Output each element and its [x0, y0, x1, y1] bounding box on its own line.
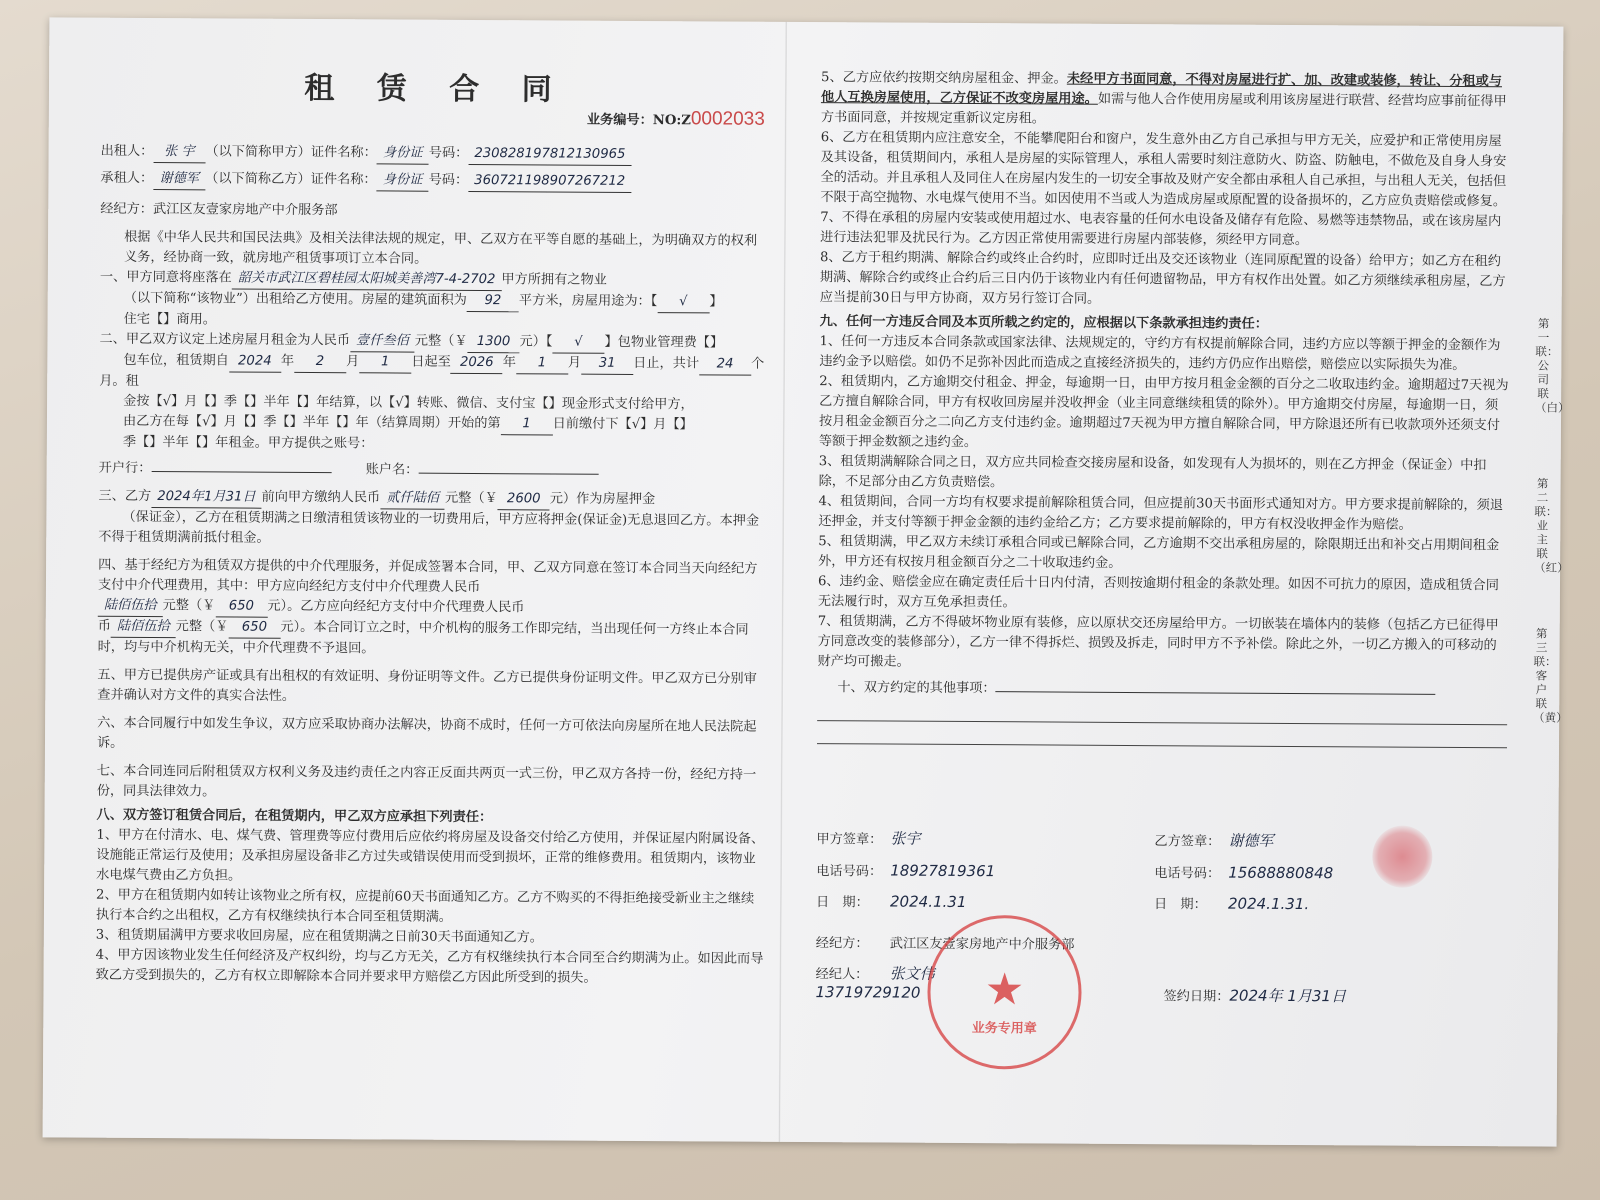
clause-3: 三、乙方 2024年1月31日 前向甲方缴纳人民币 贰仟陆佰 元整（￥ 2600 元）作为房屋押金 （保证金），乙方在租赁期满之日缴清租赁该物业的一切费用后，甲方应将押金(保证金)无息退回乙方。本押金不得于租赁期满前抵付租金。 [98, 488, 760, 546]
clause-9-heading: 九、任何一方违反合同及本页所载之约定的，应根据以下条款承担违约责任： [819, 314, 1269, 332]
lessee-phone[interactable]: 15688880848 [1228, 863, 1334, 883]
clause-9-item: 5、租赁期满，甲乙双方未续订承租合同或已解除合同，乙方逾期不交出承租房屋的，除限期迁出和补交占用期间租金外，甲方还有权按月租金额百分之二十收取违约金。 [818, 534, 1500, 571]
lessor-id-type[interactable]: 身份证 [377, 143, 429, 164]
agent-block: 经纪方： 武江区友壹家房地产中介服务部 [815, 936, 1075, 953]
left-page [96, 38, 772, 990]
clause-8-item: 1、甲方在付清水、电、煤气费、管理费等应付费用后应依约将房屋及设备交付给乙方使用，并保证屋内附属设备、设施能正常运行及使用；及承担房屋设备非乙方过失或错误使用而受到损坏，正常的维修费用。租赁期内，该物业水电煤气费由乙方负担。 [96, 827, 765, 884]
business-number-value: 0002033 [690, 108, 765, 130]
seal-text: 业务专用章 [971, 1021, 1037, 1037]
lessee-date[interactable]: 2024.1.31. [1227, 894, 1310, 914]
right-page [817, 68, 1511, 748]
clause-8-item: 4、甲方因该物业发生任何经济及产权纠纷，均与乙方无关，乙方有权继续执行本合同至合约期满为止。如因此而导致乙方受到损失的，乙方有权立即解除本合同并要求甲方赔偿乙方因此所受到的损失。 [95, 947, 764, 986]
start-day[interactable]: 1 [359, 352, 411, 373]
lessor-date[interactable]: 2024.1.31 [889, 892, 967, 912]
other-matters-line-3[interactable] [817, 721, 1507, 748]
lessee-name[interactable]: 谢德军 [153, 169, 205, 190]
lessor-signature-block: 甲方签章： 张宇 电话号码： 18927819361 日 期： 2024.1.31 [815, 829, 996, 912]
clause-2: 二、甲乙双方议定上述房屋月租金为人民币 壹仟叁佰 元整（￥ 1300 元）【 √ 】包物业管理费【】 包车位，租赁期自 2024 年 2 月 1 日起至 2026 年 1 月 31 日止，共计 24 个月。租 金按【√】月【】季【】半年【】年结算，以【√】转账、微信、支付宝【】现金形式支付给甲方， 由乙方在每【√】月【】季【】半年【】年（结算周期）开始的第 1 日前缴付下【√】月【】 季【】半年【】年租金。甲方提供之账号： [99, 331, 765, 452]
agent-line: 经纪方：武江区友壹家房地产中介服务部 [100, 201, 338, 219]
lessee-id-number[interactable]: 360721198907267212 [468, 171, 631, 193]
broker-block: 经纪人： 张文伟 13719729120 [815, 964, 935, 1002]
end-day[interactable]: 31 [581, 354, 633, 375]
clause-1: 一、甲方同意将座落在 韶关市武江区碧桂园太阳城美善湾7-4-2702 甲方所拥有之物业 （以下简称“该物业”）出租给乙方使用。房屋的建筑面积为 92 平方米，房屋用途为：【 √ 】 住宅【】商用。 [99, 269, 723, 328]
lessor-fee-chinese[interactable]: 陆佰伍拾 [98, 596, 163, 617]
clause-4: 四、基于经纪方为租赁双方提供的中介代理服务，并促成签署本合同，甲、乙双方同意在签订本合同当天向经纪方支付中介代理费用，其中：甲方应向经纪方支付中介代理费人民币 陆佰伍拾 元整（￥ 650 元）。乙方应向经纪方支付中介代理费人民币 币 陆佰伍拾 元整（￥ 650 元）。本合同订立之时，中介机构的服务工作即完结，当出现任何一方终止本合同时，均与中介机构无关，中介代理费不予退回。 [97, 557, 758, 657]
seal-star-icon: ★ [984, 964, 1025, 1016]
company-seal [927, 915, 1082, 1070]
business-number: 业务编号：NO:Z0002033 [586, 108, 765, 130]
clause-9-item: 6、违约金、赔偿金应在确定责任后十日内付清，否则按逾期付租金的条款处理。如因不可抗力的原因，造成租赁合同无法履行时，双方互免承担责任。 [817, 574, 1499, 611]
lessor-id-number[interactable]: 230828197812130965 [468, 144, 631, 166]
broker-phone[interactable]: 13719729120 [815, 983, 921, 1002]
lessee-fee[interactable]: 650 [228, 617, 280, 638]
clause-8-item-6: 6、乙方在租赁期内应注意安全，不能攀爬阳台和窗户，发生意外由乙方自己承担与甲方无关，应爱护和正常使用房屋及其设备，租赁期间内，承租人是房屋的实际管理人，承租人需要时刻注意防火、防盗、防触电，不做危及自身人身安全的活动。并且承租人及同住人在房屋内发生的一切安全事故及财产安全都由承租人自己承担，与出租人无关，包括但不限于高空抛物、水电煤气使用不当。如因使用不当或人为造成房屋或原配置的设备损坏的，乙方应负责赔偿或修复。 [820, 130, 1507, 210]
lessee-fee-chinese[interactable]: 陆佰伍拾 [111, 617, 176, 638]
rent-chinese[interactable]: 壹仟叁佰 [350, 331, 415, 352]
clause-9-item: 3、租赁期满解除合同之日，双方应共同检查交接房屋和设备，如发现有人为损坏的，则在乙方押金（保证金）中扣除，不足部分由乙方负责赔偿。 [818, 454, 1487, 491]
deposit-deadline[interactable]: 2024年1月31日 [151, 487, 261, 509]
copy-tag-client: 第三联：客户联（黄） [1533, 626, 1568, 725]
clause-8-item: 2、甲方在租赁期内如转让该物业之所有权，应提前60天书面通知乙方。乙方不购买的不得拒绝接受新业主之继续执行本合约之出租权，乙方有权继续执行本合同至租赁期满。 [95, 887, 755, 925]
copy-tag-company: 第一联：公司联（白） [1535, 316, 1570, 415]
clause-6: 六、本合同履行中如发生争议，双方应采取协商办法解决，协商不成时，任何一方可依法向房屋所在地人民法院起诉。 [96, 715, 757, 751]
clause-8-item-7: 7、不得在承租的房屋内安装或使用超过水、电表容量的任何水电设备及储存有危险、易燃等违禁物品，或在该房屋内进行违法犯罪及扰民行为。乙方因正常使用需要进行房屋内部装修，须经甲方同意。 [820, 210, 1502, 249]
management-fee-mark[interactable]: √ [552, 332, 604, 353]
agent-name: 武江区友壹家房地产中介服务部 [889, 936, 1075, 953]
clause-10: 十、双方约定的其他事项： [817, 678, 1507, 702]
clause-5: 五、甲方已提供房产证或具有出租权的有效证明、身份证明等文件。乙方已提供身份证明文件。甲乙双方已分别审查并确认对方文件的真实合法性。 [97, 667, 757, 704]
lessee-signature-block: 乙方签章： 谢德军 电话号码： 15688880848 日 期： 2024.1.31. [1153, 831, 1334, 914]
end-year[interactable]: 2026 [451, 353, 503, 374]
use-residential-mark[interactable]: √ [657, 292, 709, 313]
clause-9-item: 1、任何一方违反本合同条款或国家法律、法规规定的，守约方有权提前解除合同，违约方应以等额于押金的金额作为违约金予以赔偿。如仍不足弥补因此而造成之直接经济损失的，违约方仍应作出赔偿，赔偿应以实际损失为准。 [819, 334, 1501, 374]
deposit-chinese[interactable]: 贰仟陆佰 [380, 488, 445, 509]
contract-title: 租 赁 合 同 [304, 70, 568, 108]
rent-amount[interactable]: 1300 [467, 332, 519, 353]
lessor-phone[interactable]: 18927819361 [890, 861, 996, 881]
payment-day[interactable]: 1 [501, 414, 553, 435]
clause-7: 七、本合同连同后附租赁双方权利义务及违约责任之内容正反面共两页一式三份，甲乙双方各持一份，经纪方持一份，同具法律效力。 [96, 763, 757, 800]
lessee-line: 承租人： 谢德军 （以下简称乙方）证件名称： 身份证 号码： 360721198907267212 [100, 169, 770, 194]
clause-9-item: 7、租赁期满，乙方不得破坏物业原有装修，应以原状交还房屋给甲方。一切嵌装在墙体内的装修（包括乙方已征得甲方同意改变的装修部分），乙方一律不得拆烂、损毁及拆走，同时甲方不予补偿。除此之外，一切乙方搬入的可移动的财产均可搬走。 [817, 614, 1499, 670]
lessor-signature[interactable]: 张宇 [890, 829, 921, 848]
account-name-field[interactable] [418, 473, 598, 475]
contract-sheet [43, 17, 1570, 1146]
clause-8-item-5: 5、乙方应依约按期交纳房屋租金、押金。未经甲方书面同意，不得对房屋进行扩、加、改建或装修，转让、分租或与他人互换房屋使用，乙方保证不改变房屋用途。如需与他人合作使用房屋或利用该房屋进行联营、经营均应事前征得甲方书面同意，并按规定重新议定房租。 [820, 70, 1507, 127]
deposit-amount[interactable]: 2600 [498, 489, 550, 510]
page-fold [779, 22, 788, 1142]
signing-date[interactable]: 2024年 1月31日 [1229, 986, 1347, 1006]
lessee-signature[interactable]: 谢德军 [1228, 831, 1274, 850]
bank-field[interactable] [151, 471, 331, 473]
intro-paragraph: 根据《中华人民共和国民法典》及相关法律法规的规定，甲、乙双方在平等自愿的基础上，为明确双方的权利义务，经协商一致，就房地产租赁事项订立本合同。 [123, 229, 758, 267]
broker-signature[interactable]: 张文伟 [889, 964, 935, 983]
clause-9-item: 4、租赁期间，合同一方均有权要求提前解除租赁合同，但应提前30天书面形式通知对方。甲方要求提前解除的，须退还押金，并支付等额于押金金额的违约金给乙方；乙方要求提前解除的，甲方有权没收押金作为赔偿。 [818, 494, 1504, 533]
bank-line: 开户行： 账户名： [99, 459, 769, 483]
signing-date-block: 签约日期：2024年 1月31日 [1163, 986, 1347, 1006]
property-address[interactable]: 韶关市武江区碧桂园太阳城美善湾7-4-2702 [232, 269, 502, 292]
end-month[interactable]: 1 [516, 353, 568, 374]
clause-8-item-8: 8、乙方于租约期满、解除合约或终止合约时，应即时迁出及交还该物业（连同原配置的设备）给甲方；如乙方在租约期满、解除合约或终止合约后三日内仍于该物业内有任何遗留物品，甲方有权作出处置。如乙方须继续承租房屋，乙方应当提前30日与甲方协商，双方另行签订合同。 [819, 250, 1506, 307]
copy-tag-owner: 第二联：业主联（红） [1534, 476, 1569, 575]
lessor-name[interactable]: 张 宇 [153, 142, 205, 163]
floor-area[interactable]: 92 [467, 291, 519, 312]
clause-9-item: 2、租赁期内，乙方逾期交付租金、押金，每逾期一日，由甲方按月租金金额的百分之二收取违约金。逾期超过7天视为乙方擅自解除合同，甲方有权收回房屋并没收押金（业主同意继续租赁的除外）。甲方逾期交付房屋，每逾期一日，须按月租金金额百分之二向乙方支付违约金。逾期超过7天视为甲方擅自解除合同，甲方除退还所有已收款项外还须支付等额于押金数额之违约金。 [818, 374, 1509, 451]
lessor-line: 出租人： 张 宇 （以下简称甲方）证件名称： 身份证 号码： 230828197812130965 [101, 142, 771, 167]
start-month[interactable]: 2 [294, 352, 346, 373]
start-year[interactable]: 2024 [229, 351, 281, 372]
clause-8-item: 3、租赁期届满甲方要求收回房屋，应在租赁期满之日前30天书面通知乙方。 [95, 927, 544, 946]
lessee-id-type[interactable]: 身份证 [377, 170, 429, 191]
other-matters-field[interactable] [996, 691, 1436, 695]
clause-8-heading: 八、双方签订租赁合同后，在租赁期内，甲乙双方应承担下列责任： [96, 807, 493, 826]
total-months[interactable]: 24 [699, 354, 751, 375]
thumbprint [1372, 825, 1432, 887]
lessor-fee[interactable]: 650 [215, 596, 267, 617]
